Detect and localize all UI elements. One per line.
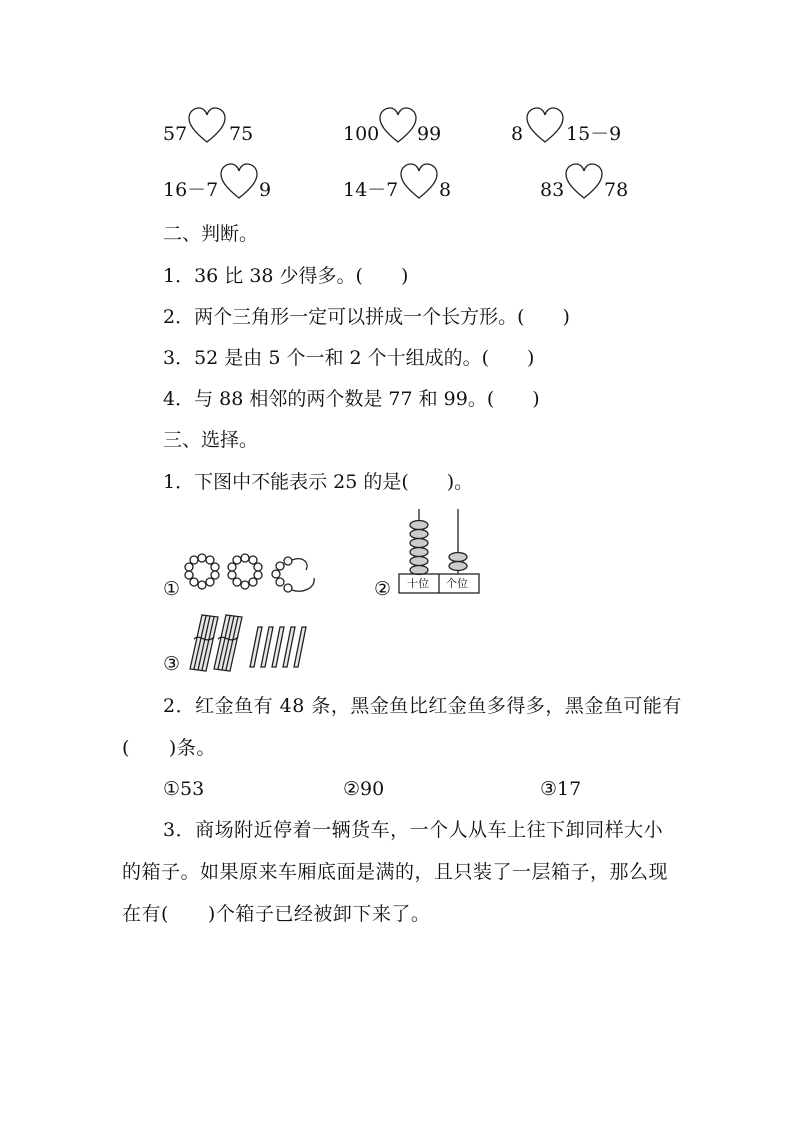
section-title: 二、判断。 — [163, 223, 259, 245]
compare-left: 14－7 — [343, 179, 399, 201]
judge-item: 4．与 88 相邻的两个数是 77 和 99。( ) — [163, 388, 540, 410]
question-text: 2．红金鱼有 48 条，黑金鱼比红金鱼多得多，黑金鱼可能有( )条。 — [122, 695, 682, 759]
heart-blank-icon[interactable] — [564, 162, 604, 202]
stick-bundles-figure — [184, 611, 314, 673]
compare-item — [163, 162, 293, 202]
compare-item — [163, 106, 283, 146]
question-text: 1．下图中不能表示 25 的是( )。 — [163, 471, 474, 493]
option-marker[interactable]: ② — [374, 578, 392, 600]
question-text: 3．商场附近停着一辆货车，一个人从车上往下卸同样大小的箱子。如果原来车厢底面是满的，且只装了一层箱子，那么现在有( )个箱子已经被卸下来了。 — [122, 819, 669, 925]
compare-right: 8 — [439, 179, 452, 201]
judge-item: 1．36 比 38 少得多。( ) — [163, 265, 409, 287]
compare-right: 99 — [417, 123, 442, 145]
compare-left: 100 — [343, 123, 380, 145]
compare-left: 16－7 — [163, 179, 219, 201]
compare-item — [540, 162, 650, 202]
compare-left: 83 — [540, 179, 565, 201]
choice-option[interactable]: ②90 — [343, 778, 385, 800]
heart-blank-icon[interactable] — [399, 162, 439, 202]
abacus-label-tens: 十位 — [407, 577, 429, 590]
bead-string-figure — [184, 552, 324, 602]
compare-right: 15－9 — [566, 123, 622, 145]
choice-option[interactable]: ①53 — [163, 778, 205, 800]
compare-item — [343, 162, 473, 202]
compare-right: 75 — [229, 123, 254, 145]
compare-left: 8 — [511, 123, 524, 145]
compare-item — [511, 106, 641, 146]
option-marker[interactable]: ① — [163, 578, 181, 600]
heart-blank-icon[interactable] — [219, 162, 259, 202]
compare-item — [343, 106, 463, 146]
compare-left: 57 — [163, 123, 188, 145]
judge-item: 3．52 是由 5 个一和 2 个十组成的。( ) — [163, 347, 535, 369]
choice-option[interactable]: ③17 — [540, 778, 582, 800]
option-marker[interactable]: ③ — [163, 653, 181, 675]
compare-right: 9 — [259, 179, 272, 201]
heart-blank-icon[interactable] — [187, 106, 227, 146]
judge-item: 2．两个三角形一定可以拼成一个长方形。( ) — [163, 306, 570, 328]
heart-blank-icon[interactable] — [525, 106, 565, 146]
heart-blank-icon[interactable] — [378, 106, 418, 146]
abacus-label-ones: 个位 — [446, 577, 468, 590]
section-title: 三、选择。 — [163, 429, 259, 451]
compare-right: 78 — [604, 179, 629, 201]
